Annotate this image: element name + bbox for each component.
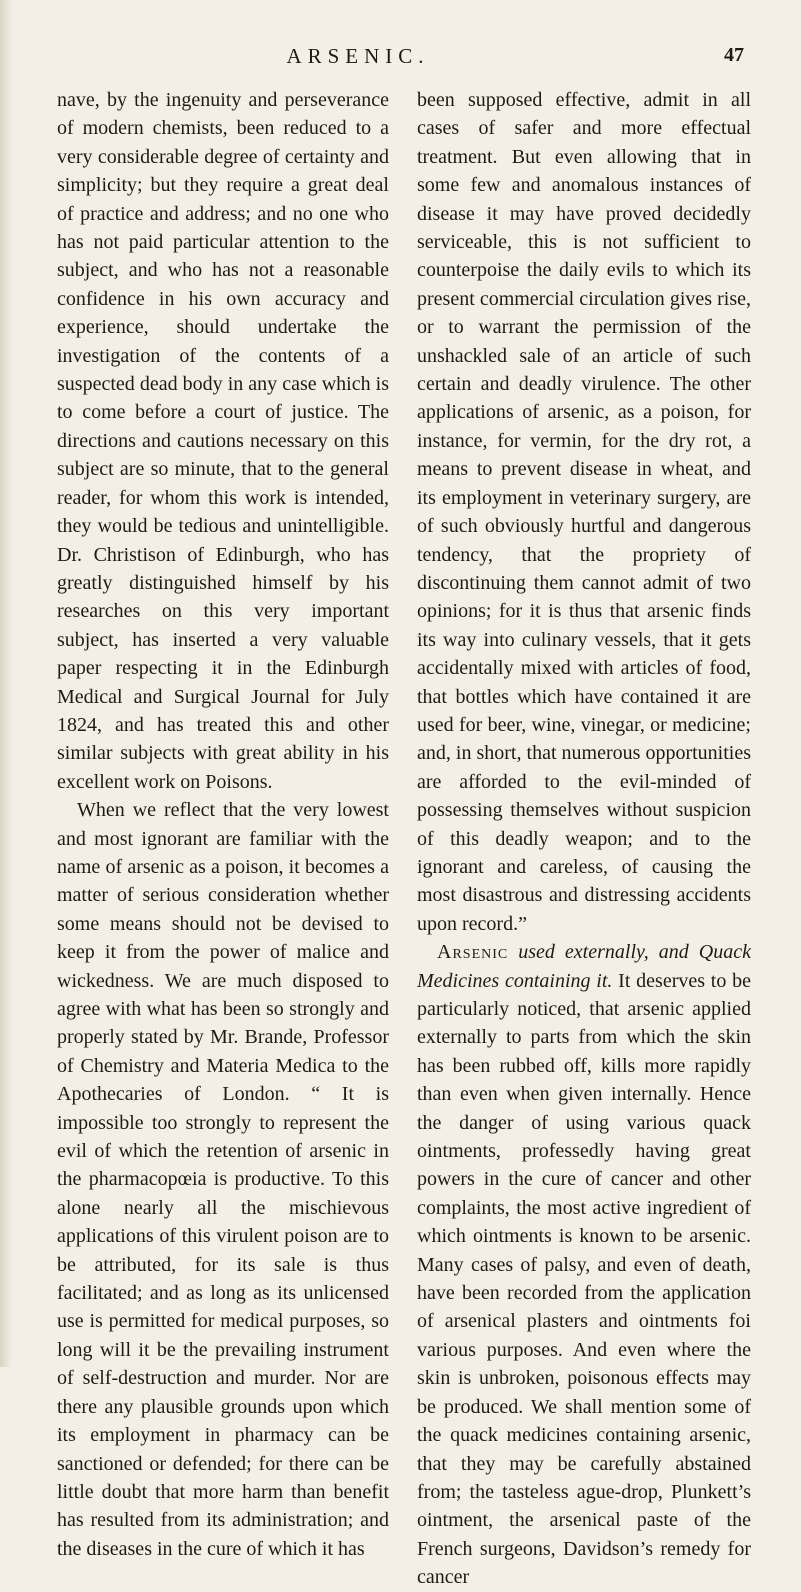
right-paragraph-1: been supposed effective, admit in all cases of safer and more effectual treatment. But even allowing that in some few and anomalous instances of disease it may have proved decidedly serviceable, this is not sufficient to counterpoise the daily evils to which its present commercial circulation gives rise, or to warrant the permission of the unshackled sale of an article of such certain and deadly virulence. The other applications of arsenic, as a poison, for instance, for vermin, for the dry rot, a means to prevent disease in wheat, and its employment in veterinary surgery, are of such obviously hurtful and dangerous tendency, that the propriety of discontinuing them cannot admit of two opinions; for it is thus that arsenic finds its way into culinary vessels, that it gets accidentally mixed with articles of food, that bottles which have contained it are used for beer, wine, vinegar, or medicine; and, in short, that numerous opportunities are afforded to the evil-minded of possessing themselves without suspicion of this deadly weapon; and to the ignorant and careless, of causing the most disastrous and distressing accidents upon record.” <box>417 89 751 935</box>
right-paragraph-2-text: It deserves to be particularly noticed, that arsenic applied externally to parts from which the skin has been rubbed off, kills more rapidly than even when given internally. Hence the danger of using various quack ointments, professedly having great powers in the cure of cancer and other complaints, the most active ingredient of which ointments is known to be arsenic. Many cases of palsy, and even of death, have been recorded from the application of arsenical plasters and ointments foi various purposes. And even where the skin is unbroken, poisonous effects may be produced. We shall mention some of the quack medicines containing arsenic, that they may be carefully abstained from; the tasteless ague-drop, Plunkett’s ointment, the arsenical paste of the French surgeons, Davidson’s remedy for cancer <box>417 969 751 1589</box>
left-paragraph-1: nave, by the ingenuity and perseverance of modern chemists, been reduced to a very considerable degree of certainty and simplicity; but they require a great deal of practice and address; and no one who has not paid particular attention to the subject, and who has not a reasonable confidence in his own accuracy and experience, should undertake the investigation of the contents of a suspected dead body in any case which is to come before a court of justice. The directions and cautions necessary on this subject are so minute, that to the general reader, for whom this work is intended, they would be tedious and unintelligible. Dr. Christison of Edinburgh, who has greatly distinguished himself by his researches on this very important subject, has inserted a very valuable paper respecting it in the Edinburgh Medical and Surgical Journal for July 1824, and has treated this and other similar subjects with great ability in his excellent work on Poisons. <box>57 89 389 793</box>
right-column <box>417 86 751 1592</box>
section-head-smallcaps: Arsenic <box>437 941 509 964</box>
running-head-title: ARSENIC. <box>286 44 430 68</box>
left-paragraph-2: When we reflect that the very lowest and most ignorant are familiar with the name of arsenic as a poison, it becomes a matter of serious consideration whether some means should not be devised to keep it from the power of malice and wickedness. We are much disposed to agree with what has been so strongly and properly stated by Mr. Brande, Professor of Chemistry and Materia Medica to the Apothecaries of London. “ It is impossible too strongly to represent the evil of which the retention of arsenic in the pharmacopœia is productive. To this alone nearly all the mischievous applications of this virulent poison are to be attributed, for its sale is thus facilitated; and as long as its unlicensed use is permitted for medical purposes, so long will it be the prevailing instrument of self-destruction and murder. Nor are there any plausible grounds upon which its employment in pharmacy can be sanctioned or defended; for there can be little doubt that more harm than benefit has resulted from its administration; and the diseases in the cure of which it has <box>57 799 389 1560</box>
right-paragraph-2 <box>417 938 751 1591</box>
page-number: 47 <box>724 44 744 66</box>
left-column <box>57 86 389 1563</box>
binding-shadow <box>0 0 12 1367</box>
running-head <box>0 44 801 74</box>
section-head-italic: used externally, and Quack Medicines containing it. <box>417 941 751 992</box>
